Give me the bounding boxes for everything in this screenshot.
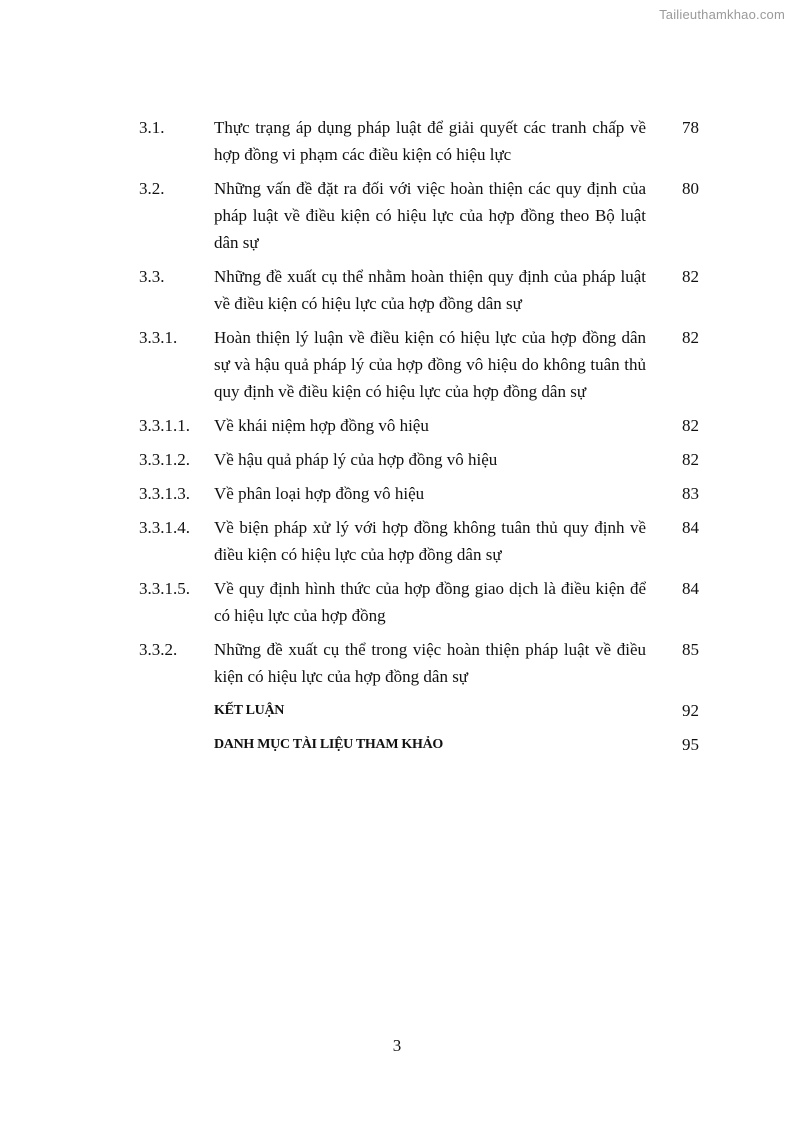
toc-page: 83 [682, 484, 699, 503]
toc-title: Về biện pháp xử lý với hợp đồng không tuân thủ quy định về điều kiện có hiệu lực của hợp đồng dân sự [214, 518, 646, 564]
toc-row [139, 175, 699, 256]
toc-row [139, 575, 699, 629]
toc-number: 3.3.1.4. [139, 518, 190, 537]
toc-title: Về hậu quả pháp lý của hợp đồng vô hiệu [214, 450, 498, 469]
toc-page: 85 [682, 640, 699, 659]
toc-row [139, 263, 699, 317]
toc-page: 82 [682, 416, 699, 435]
watermark: Tailieuthamkhao.com [659, 7, 785, 22]
toc-row-references [139, 731, 699, 758]
toc-number: 3.3.1. [139, 328, 178, 347]
toc-number: 3.3.1.1. [139, 416, 190, 435]
toc-page: 78 [682, 118, 699, 137]
page-number: 3 [392, 1036, 402, 1055]
toc-row [139, 480, 699, 507]
toc-page: 80 [682, 179, 699, 198]
toc-page: 84 [682, 579, 699, 598]
toc-page: 82 [682, 267, 699, 286]
toc-title-references: DANH MỤC TÀI LIỆU THAM KHẢO [214, 737, 444, 752]
toc-title: Những đề xuất cụ thể trong việc hoàn thiện pháp luật về điều kiện có hiệu lực của hợp đồng dân sự [214, 640, 646, 686]
toc-number: 3.1. [139, 118, 165, 137]
toc-number: 3.3. [139, 267, 165, 286]
toc-number: 3.3.1.5. [139, 579, 190, 598]
toc-row [139, 636, 699, 690]
toc-row [139, 446, 699, 473]
toc-page: 92 [682, 701, 699, 720]
toc-title: Hoàn thiện lý luận về điều kiện có hiệu lực của hợp đồng dân sự và hậu quả pháp lý của hợp đồng vô hiệu do không tuân thủ quy định về điều kiện có hiệu lực của hợp đồng dân sự [214, 328, 646, 401]
toc-title: Về quy định hình thức của hợp đồng giao dịch là điều kiện để có hiệu lực của hợp đồng [214, 579, 646, 625]
toc-title-conclusion: KẾT LUẬN [214, 703, 285, 718]
toc-number: 3.3.1.2. [139, 450, 190, 469]
toc-row [139, 412, 699, 439]
toc-number: 3.3.1.3. [139, 484, 190, 503]
toc-title: Thực trạng áp dụng pháp luật để giải quyết các tranh chấp về hợp đồng vi phạm các điều kiện có hiệu lực [214, 118, 646, 164]
toc-page: 95 [682, 735, 699, 754]
toc-page: 84 [682, 518, 699, 537]
toc-title: Những đề xuất cụ thể nhằm hoàn thiện quy định của pháp luật về điều kiện có hiệu lực của hợp đồng dân sự [214, 267, 646, 313]
table-of-contents [139, 114, 699, 765]
toc-page: 82 [682, 328, 699, 347]
toc-row-conclusion [139, 697, 699, 724]
toc-row [139, 324, 699, 405]
toc-title: Về phân loại hợp đồng vô hiệu [214, 484, 425, 503]
toc-title: Những vấn đề đặt ra đối với việc hoàn thiện các quy định của pháp luật về điều kiện có hiệu lực của hợp đồng theo Bộ luật dân sự [214, 179, 646, 252]
toc-row [139, 114, 699, 168]
toc-number: 3.2. [139, 179, 165, 198]
toc-page: 82 [682, 450, 699, 469]
toc-number: 3.3.2. [139, 640, 178, 659]
toc-row [139, 514, 699, 568]
toc-title: Về khái niệm hợp đồng vô hiệu [214, 416, 429, 435]
